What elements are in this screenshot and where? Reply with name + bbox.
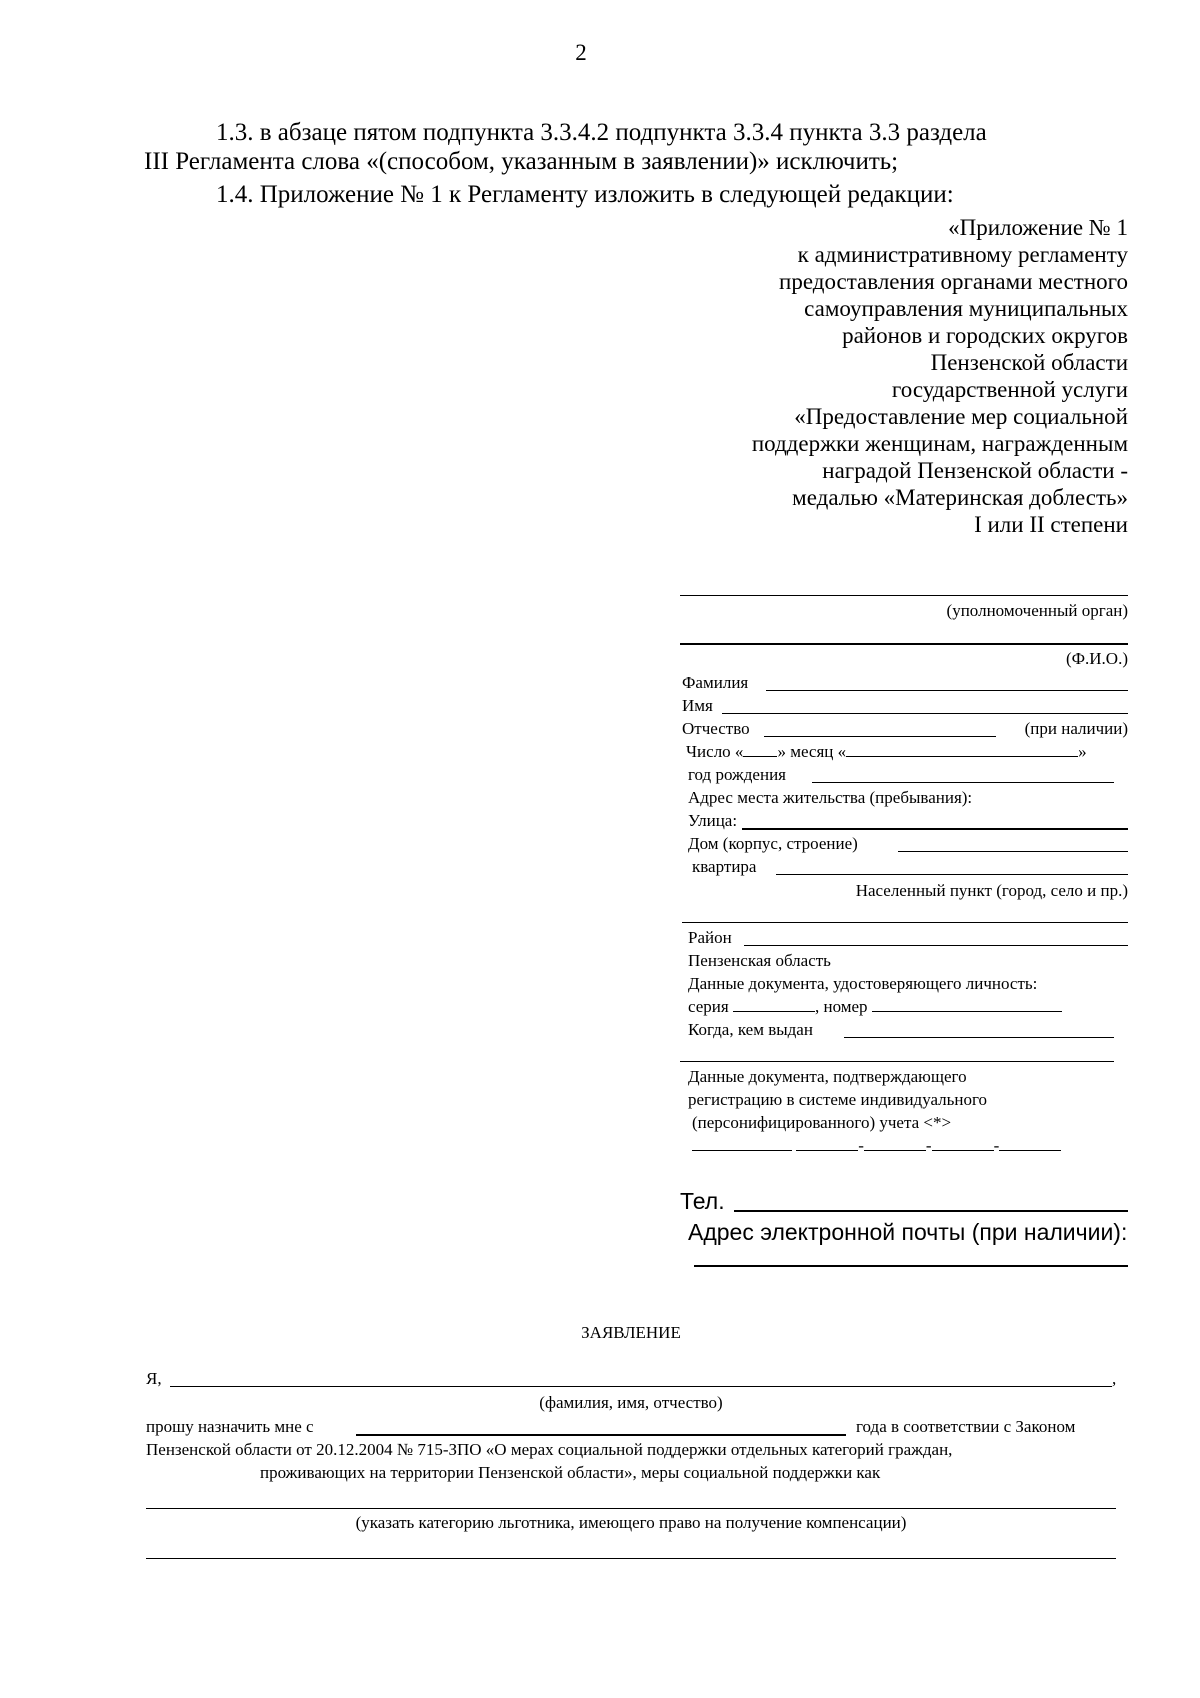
authority-line[interactable] (680, 595, 1128, 596)
fio-comma: , (1112, 1369, 1117, 1388)
month-field[interactable] (846, 741, 1078, 757)
para-1-3-line2: III Регламента слова «(способом, указанным в заявлении)» исключить; (144, 148, 899, 175)
series-label: серия (688, 997, 729, 1016)
district-label: Район (688, 928, 732, 947)
settlement-caption: Населенный пункт (город, село и пр.) (855, 881, 1128, 900)
annex-header (628, 214, 1128, 538)
snils-field-5[interactable] (999, 1135, 1061, 1151)
region-label: Пензенская область (688, 951, 831, 970)
snils-label-line2: регистрацию в системе индивидуального (688, 1090, 988, 1109)
day-field[interactable] (743, 741, 777, 757)
annex-line: «Предоставление мер социальной (794, 404, 1128, 429)
email-field[interactable] (694, 1265, 1128, 1267)
authority-caption: (уполномоченный орган) (946, 601, 1128, 620)
day-close: » месяц « (777, 742, 847, 761)
annex-line: медалью «Материнская доблесть» (792, 485, 1128, 510)
start-date-field[interactable] (356, 1434, 846, 1436)
district-field[interactable] (744, 945, 1128, 946)
email-label: Адрес электронной почты (при наличии): (688, 1219, 1128, 1245)
series-number-row (688, 996, 1062, 1018)
phone-field[interactable] (734, 1210, 1128, 1212)
patronymic-label: Отчество (682, 719, 750, 738)
snils-field-3[interactable] (864, 1135, 926, 1151)
annex-line: государственной услуги (891, 377, 1128, 402)
id-doc-label: Данные документа, удостоверяющего личность: (688, 974, 1038, 993)
patronymic-note: (при наличии) (1024, 719, 1128, 738)
name-label: Имя (682, 696, 713, 715)
category-field[interactable] (146, 1508, 1116, 1509)
annex-line: поддержки женщинам, награжденным (751, 431, 1128, 456)
surname-label: Фамилия (682, 673, 749, 692)
request-start: прошу назначить мне с (146, 1417, 314, 1436)
issued-label: Когда, кем выдан (688, 1020, 813, 1039)
snils-row (692, 1135, 1061, 1157)
month-close: » (1078, 742, 1087, 761)
birth-year-field[interactable] (812, 782, 1114, 783)
category-field-continued[interactable] (146, 1558, 1116, 1559)
law-line: Пензенской области от 20.12.2004 № 715-ЗПО «О мерах социальной поддержки отдельных категорий граждан, (146, 1440, 953, 1459)
snils-field-4[interactable] (932, 1135, 994, 1151)
fio-line[interactable] (680, 643, 1128, 645)
number-field[interactable] (872, 996, 1062, 1012)
house-field[interactable] (898, 851, 1128, 852)
birth-year-label: год рождения (688, 765, 786, 784)
snils-label-line3: (персонифицированного) учета <*> (692, 1113, 952, 1132)
annex-line: самоуправления муниципальных (804, 296, 1128, 321)
street-label: Улица: (688, 811, 738, 830)
i-label: Я, (146, 1369, 162, 1388)
snils-field-1[interactable] (692, 1135, 792, 1151)
phone-label: Тел. (680, 1188, 725, 1214)
residents-line: проживающих на территории Пензенской области», меры социальной поддержки как (260, 1463, 881, 1482)
annex-line: Пензенской области (930, 350, 1128, 375)
snils-label-line1: Данные документа, подтверждающего (688, 1067, 967, 1086)
issued-field-continued[interactable] (680, 1061, 1114, 1062)
category-caption: (указать категорию льготника, имеющего право на получение компенсации) (355, 1513, 907, 1532)
patronymic-field[interactable] (764, 736, 996, 737)
applicant-fio-caption: (фамилия, имя, отчество) (539, 1393, 723, 1412)
snils-sep: - (993, 1136, 1000, 1155)
annex-line: районов и городских округов (842, 323, 1128, 348)
series-field[interactable] (733, 996, 815, 1012)
annex-line: к административному регламенту (797, 242, 1128, 267)
request-end: года в соответствии с Законом (856, 1417, 1076, 1436)
settlement-field[interactable] (682, 922, 1128, 923)
address-label: Адрес места жительства (пребывания): (688, 788, 973, 807)
annex-line: «Приложение № 1 (948, 215, 1128, 240)
name-field[interactable] (722, 713, 1128, 714)
fio-caption: (Ф.И.О.) (1065, 649, 1128, 668)
house-label: Дом (корпус, строение) (688, 834, 858, 853)
page-number: 2 (575, 40, 587, 65)
para-1-3-line1: 1.3. в абзаце пятом подпункта 3.3.4.2 подпункта 3.3.4 пункта 3.3 раздела (216, 119, 987, 146)
snils-field-2[interactable] (796, 1135, 858, 1151)
snils-sep: - (858, 1136, 864, 1155)
applicant-fio-field[interactable] (170, 1386, 1112, 1387)
street-field[interactable] (742, 828, 1128, 830)
issued-field[interactable] (844, 1037, 1114, 1038)
statement-title: ЗАЯВЛЕНИЕ (581, 1323, 681, 1342)
annex-line: I или II степени (974, 512, 1128, 537)
number-label: , номер (814, 997, 868, 1016)
day-label: Число « (686, 742, 744, 761)
annex-line: наградой Пензенской области - (822, 458, 1128, 483)
birth-date-row (686, 741, 1087, 763)
apartment-field[interactable] (776, 874, 1128, 875)
para-1-4: 1.4. Приложение № 1 к Регламенту изложить в следующей редакции: (216, 181, 954, 208)
apartment-label: квартира (692, 857, 757, 876)
surname-field[interactable] (766, 690, 1128, 691)
annex-line: предоставления органами местного (779, 269, 1128, 294)
snils-sep: - (925, 1136, 932, 1155)
